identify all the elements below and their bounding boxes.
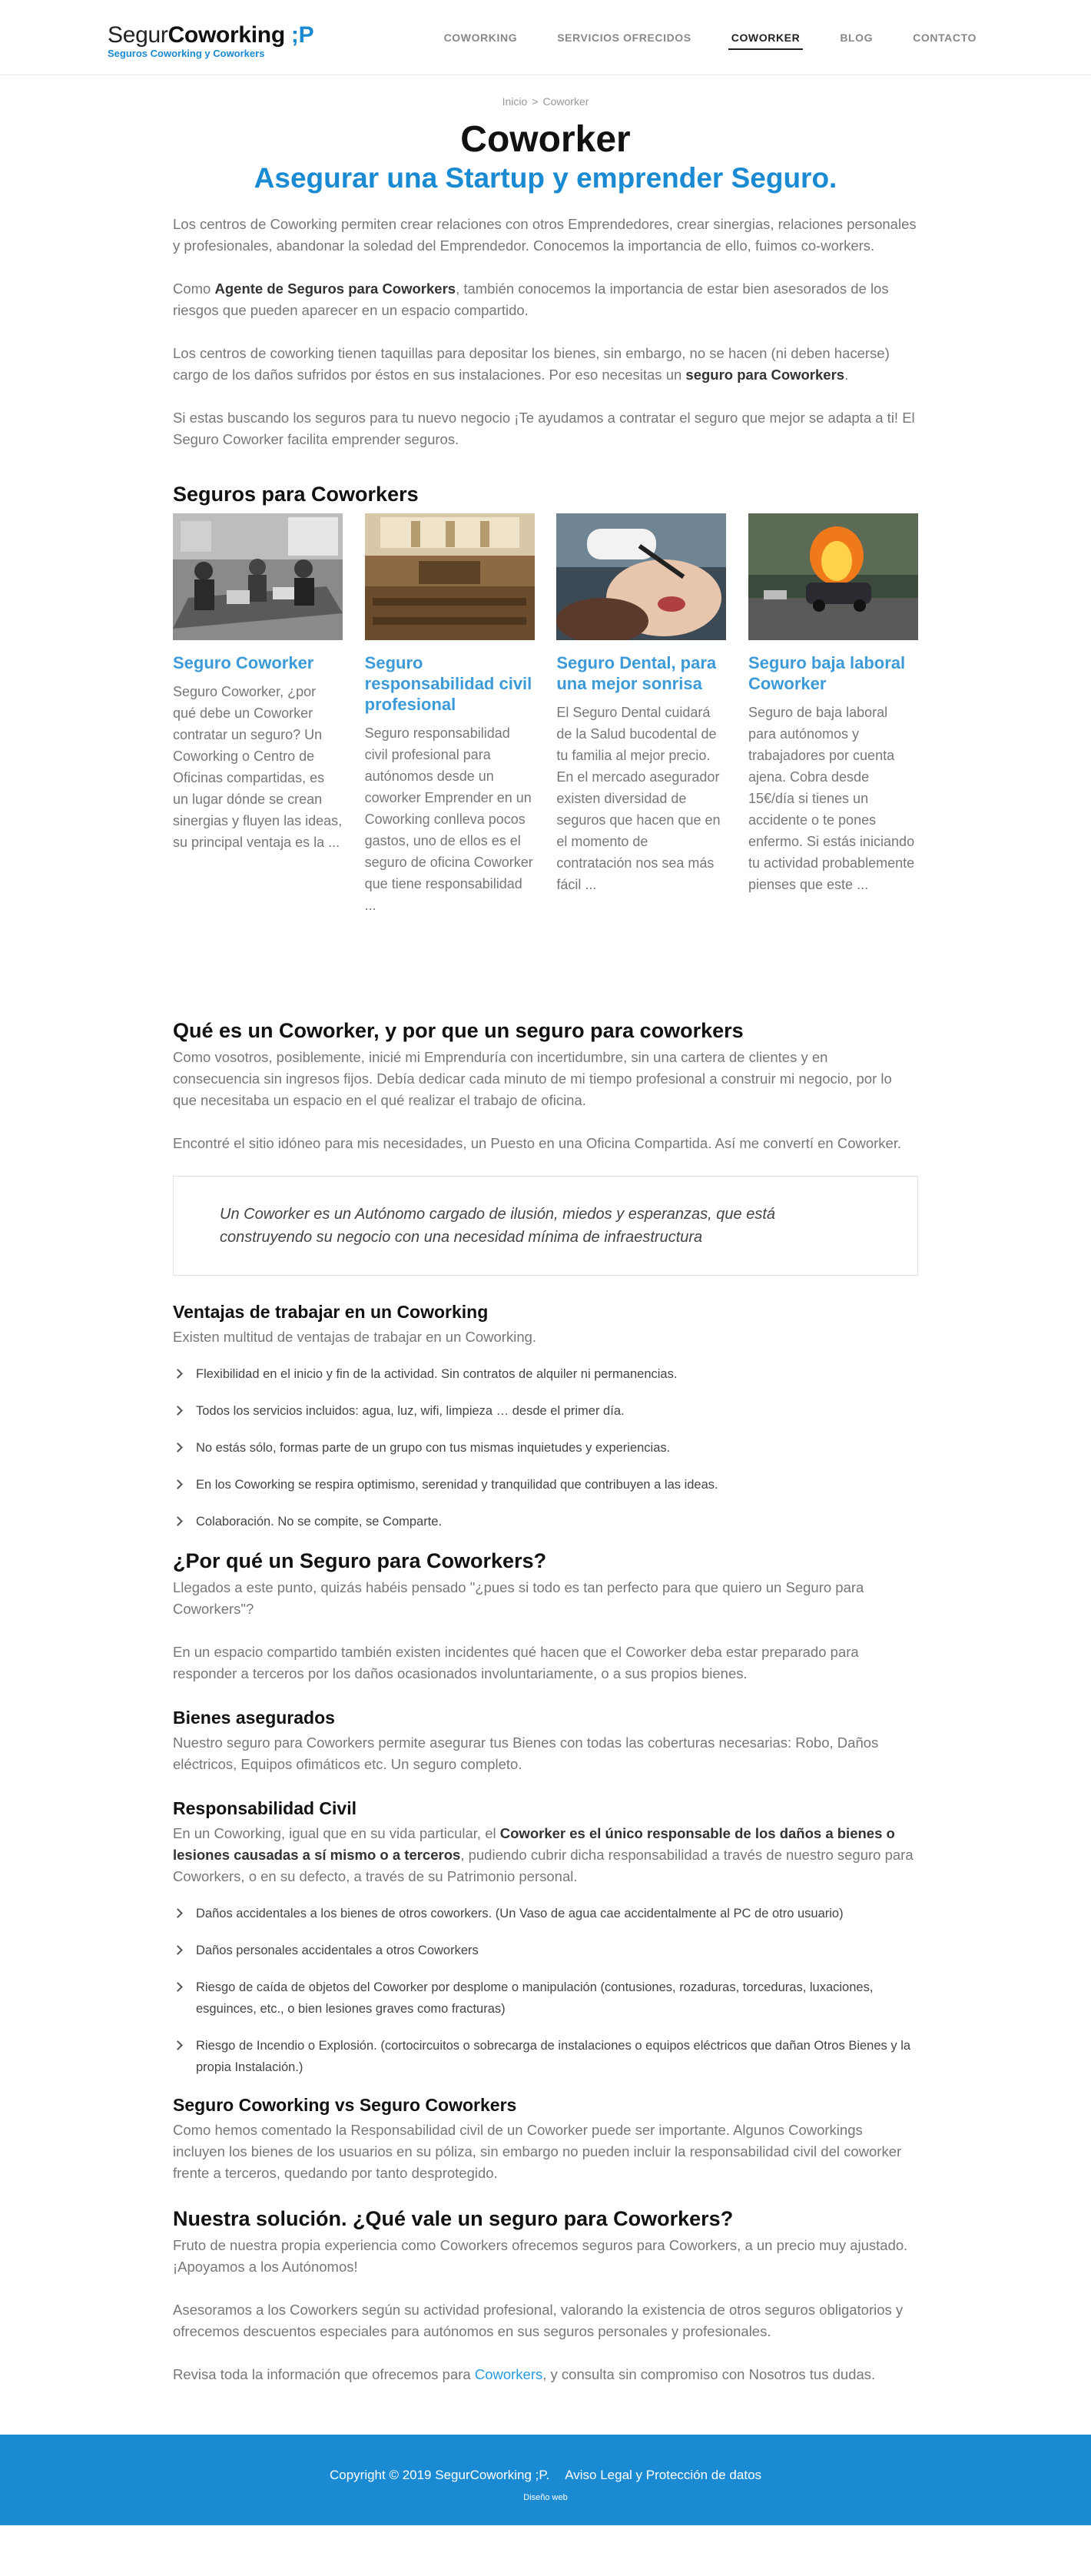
quote-text: Un Coworker es un Autónomo cargado de ilusión, miedos y esperanzas, que está construyendo su negocio con una necesidad mínima de infraestructura xyxy=(220,1206,775,1246)
solution-paragraph-3: Revisa toda la información que ofrecemos para Coworkers, y consulta sin compromiso con Nosotros tus dudas. xyxy=(173,2366,876,2382)
list-item: Todos los servicios incluidos: agua, luz, wifi, limpieza … desde el primer día. xyxy=(173,1400,918,1422)
list-item: Colaboración. No se compite, se Comparte. xyxy=(173,1511,918,1532)
assets-heading: Bienes asegurados xyxy=(173,1708,335,1728)
logo-wordmark xyxy=(108,23,313,48)
intro-paragraph-1: Los centros de Coworking permiten crear relaciones con otros Emprendedores, crear sinergias, relaciones personales y profesionales, abandonar la soledad del Emprendedor. Conocemos la importancia de ello, fuimos co-workers. xyxy=(173,216,917,254)
page-title: Coworker xyxy=(460,119,631,160)
nav-coworker[interactable]: COWORKER xyxy=(728,25,804,50)
breadcrumb-separator: > xyxy=(532,95,539,108)
nav-blog[interactable]: BLOG xyxy=(840,32,874,44)
card-image-courtroom[interactable] xyxy=(365,513,535,640)
why-paragraph-1: Llegados a este punto, quizás habéis pensado "¿pues si todo es tan perfecto para que quiero un Seguro para Coworkers"? xyxy=(173,1579,864,1617)
main-content xyxy=(173,95,918,2385)
product-card-baja[interactable] xyxy=(748,513,918,916)
breadcrumb-home[interactable]: Inicio xyxy=(502,95,528,108)
chevron-right-icon xyxy=(173,1908,183,1918)
list-item: Daños personales accidentales a otros Coworkers xyxy=(173,1940,918,1961)
list-item: Daños accidentales a los bienes de otros coworkers. (Un Vaso de agua cae accidentalmente al PC de otro usuario) xyxy=(173,1903,918,1924)
liability-list xyxy=(173,1903,918,2078)
liability-paragraph: En un Coworking, igual que en su vida particular, el Coworker es el único responsable de los daños a bienes o lesiones causadas a sí mismo o a terceros, pudiendo cubrir dicha responsabilidad a través de nuestro seguro para Coworkers, o en su defecto, a través de su Patrimonio personal. xyxy=(173,1825,914,1884)
card-text-responsabilidad: Seguro responsabilidad civil profesional para autónomos desde un coworker Emprender en un Coworking conlleva pocos gastos, uno de ellos es el seguro de oficina Coworker que tiene responsabilidad ... xyxy=(364,725,533,913)
list-item: En los Coworking se respira optimismo, serenidad y tranquilidad que contribuyen a las ideas. xyxy=(173,1474,918,1495)
intro-bold-insurance: seguro para Coworkers xyxy=(685,367,845,383)
versus-heading: Seguro Coworking vs Seguro Coworkers xyxy=(173,2095,517,2115)
chevron-right-icon xyxy=(173,1406,183,1416)
solution-paragraph-1: Fruto de nuestra propia experiencia como Coworkers ofrecemos seguros para Coworkers, a un precio muy ajustado. ¡Apoyamos a los Autónomos! xyxy=(173,2237,908,2275)
list-item: Flexibilidad en el inicio y fin de la actividad. Sin contratos de alquiler ni permanencias. xyxy=(173,1363,918,1385)
main-nav xyxy=(407,0,980,75)
site-header xyxy=(0,0,1091,75)
list-item: No estás sólo, formas parte de un grupo con tus mismas inquietudes y experiencias. xyxy=(173,1437,918,1459)
breadcrumb-current: Coworker xyxy=(542,95,589,108)
site-footer xyxy=(0,2435,1091,2525)
card-text-dental: El Seguro Dental cuidará de la Salud bucodental de tu familia al mejor precio. En el mercado asegurador existen diversidad de seguros que hacen que en el momento de contratación nos sea más fácil ... xyxy=(556,705,721,892)
versus-paragraph: Como hemos comentado la Responsabilidad civil de un Coworker puede ser importante. Algunos Coworkings incluyen los bienes de los usuarios en su póliza, sin embargo no pueden incluir la responsabilidad civil del coworker frente a terceros, quedando por tanto desprotegido. xyxy=(173,2122,902,2181)
intro-paragraph-4: Si estas buscando los seguros para tu nuevo negocio ¡Te ayudamos a contratar el seguro que mejor se adapta a ti! El Seguro Coworker facilita emprender seguros. xyxy=(173,410,915,447)
nav-contacto[interactable]: CONTACTO xyxy=(913,32,977,44)
coworker-quote xyxy=(173,1176,918,1276)
product-card-responsabilidad[interactable] xyxy=(365,513,535,916)
breadcrumb xyxy=(173,95,918,111)
logo-tagline: Seguros Coworking y Coworkers xyxy=(108,48,265,59)
chevron-right-icon xyxy=(173,1982,183,1992)
advantages-intro: Existen multitud de ventajas de trabajar en un Coworking. xyxy=(173,1329,537,1345)
why-paragraph-2: En un espacio compartido también existen incidentes qué hacen que el Coworker deba estar preparado para responder a terceros por los daños ocasionados involuntariamente, o a sus propios bienes. xyxy=(173,1644,859,1681)
page-subtitle: Asegurar una Startup y emprender Seguro. xyxy=(254,162,837,194)
nav-coworking[interactable]: COWORKING xyxy=(443,32,518,44)
card-text-baja: Seguro de baja laboral para autónomos y trabajadores por cuenta ajena. Cobra desde 15€/día si tienes un accidente o te pones enfermo. Si estás iniciando tu actividad probablemente pienses que este ... xyxy=(748,705,915,892)
logo-part-3: ;P xyxy=(284,22,314,48)
why-heading: ¿Por qué un Seguro para Coworkers? xyxy=(173,1549,547,1572)
logo[interactable] xyxy=(108,23,313,60)
solution-heading: Nuestra solución. ¿Qué vale un seguro para Coworkers? xyxy=(173,2207,734,2230)
advantages-heading: Ventajas de trabajar en un Coworking xyxy=(173,1302,489,1322)
products-heading: Seguros para Coworkers xyxy=(173,483,419,506)
liability-heading: Responsabilidad Civil xyxy=(173,1798,356,1818)
chevron-right-icon xyxy=(173,1945,183,1955)
solution-paragraph-2: Asesoramos a los Coworkers según su actividad profesional, valorando la existencia de otros seguros obligatorios y ofrecemos descuentos especiales para autónomos en sus seguros personales y profesionales. xyxy=(173,2302,904,2339)
nav-servicios[interactable]: SERVICIOS OFRECIDOS xyxy=(557,32,691,44)
intro-paragraph-3: Los centros de coworking tienen taquillas para depositar los bienes, sin embargo, no se hacen (ni deben hacerse) cargo de los daños sufridos por éstos en sus instalaciones. Por eso necesitas un seguro para Coworkers. xyxy=(173,345,890,383)
footer-design-link[interactable]: Diseño web xyxy=(523,2493,568,2502)
what-paragraph-1: Como vosotros, posiblemente, inicié mi Emprenduría con incertidumbre, sin una cartera de clientes y en consecuencia sin ingresos fijos. Debía dedicar cada minuto de mi tiempo profesional a construir mi negocio, por lo que necesitaba un espacio en el qué realizar el trabajo de oficina. xyxy=(173,1049,892,1108)
chevron-right-icon xyxy=(173,1369,183,1379)
logo-part-1: Segur xyxy=(108,22,168,48)
card-title-baja[interactable]: Seguro baja laboral Coworker xyxy=(748,653,906,693)
card-image-dental[interactable] xyxy=(556,513,726,640)
footer-copyright-line xyxy=(0,2435,1091,2484)
chevron-right-icon xyxy=(173,1479,183,1489)
chevron-right-icon xyxy=(173,1442,183,1452)
what-paragraph-2: Encontré el sitio idóneo para mis necesidades, un Puesto en una Oficina Compartida. Así me convertí en Coworker. xyxy=(173,1135,902,1151)
list-item: Riesgo de caída de objetos del Coworker por desplome o manipulación (contusiones, rozaduras, torceduras, luxaciones, esguinces, etc., o bien lesiones graves como fracturas) xyxy=(173,1977,918,2020)
product-card-dental[interactable] xyxy=(556,513,726,916)
card-text-coworker: Seguro Coworker, ¿por qué debe un Coworker contratar un seguro? Un Coworking o Centro de Oficinas compartidas, es un lugar dónde se crean sinergias y fluyen las ideas, su principal ventaja es la ... xyxy=(173,684,343,850)
card-title-coworker[interactable]: Seguro Coworker xyxy=(173,653,314,672)
chevron-right-icon xyxy=(173,1516,183,1526)
card-image-car-fire[interactable] xyxy=(748,513,918,640)
liability-bold: Coworker es el único responsable de los daños a bienes o lesiones causadas a sí mismo o a terceros xyxy=(173,1825,895,1863)
product-cards xyxy=(173,513,918,916)
card-image-office[interactable] xyxy=(173,513,343,640)
footer-legal-link[interactable]: Aviso Legal y Protección de datos xyxy=(565,2468,762,2482)
coworkers-link[interactable]: Coworkers xyxy=(474,2366,543,2382)
logo-part-2: Coworking xyxy=(167,22,285,48)
intro-paragraph-2: Como Agente de Seguros para Coworkers, también conocemos la importancia de estar bien asesorados de los riesgos que pueden aparecer en un espacio compartido. xyxy=(173,281,889,318)
footer-copyright: Copyright © 2019 SegurCoworking ;P. xyxy=(329,2468,550,2482)
assets-paragraph: Nuestro seguro para Coworkers permite asegurar tus Bienes con todas las coberturas necesarias: Robo, Daños eléctricos, Equipos ofimáticos etc. Un seguro completo. xyxy=(173,1734,879,1772)
chevron-right-icon xyxy=(173,2040,183,2050)
card-title-responsabilidad[interactable]: Seguro responsabilidad civil profesional xyxy=(364,653,532,714)
product-card-coworker[interactable] xyxy=(173,513,343,916)
card-title-dental[interactable]: Seguro Dental, para una mejor sonrisa xyxy=(556,653,717,693)
intro-bold-agent: Agente de Seguros para Coworkers xyxy=(214,281,456,297)
what-heading: Qué es un Coworker, y por que un seguro para coworkers xyxy=(173,1019,744,1042)
advantages-list xyxy=(173,1363,918,1532)
list-item: Riesgo de Incendio o Explosión. (cortocircuitos o sobrecarga de instalaciones o equipos eléctricos que dañan Otros Bienes y la propia Instalación.) xyxy=(173,2035,918,2078)
